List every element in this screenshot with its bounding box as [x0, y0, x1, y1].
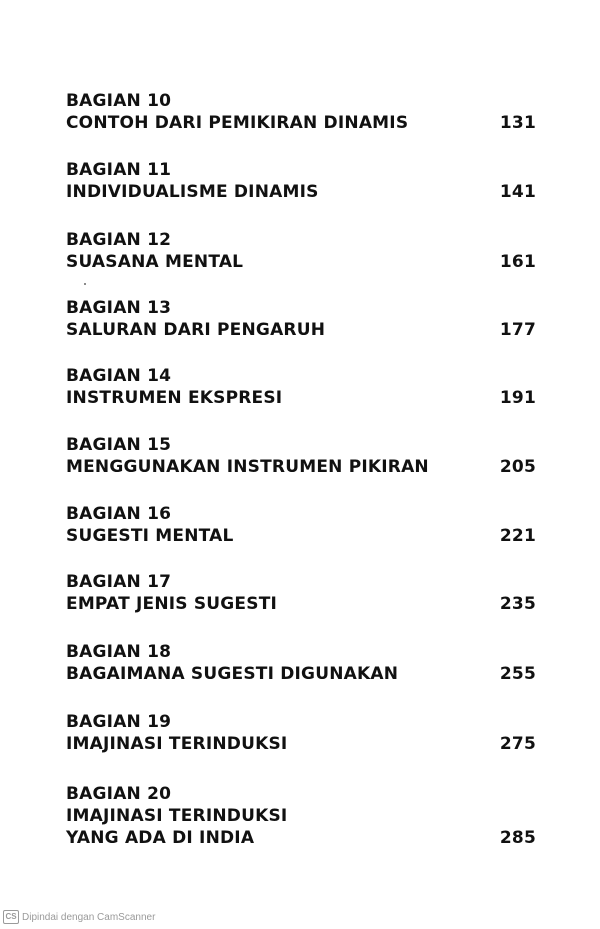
watermark-text: Dipindai dengan CamScanner [22, 911, 156, 923]
chapter-label: BAGIAN 20 [66, 784, 172, 804]
chapter-label: BAGIAN 11 [66, 160, 172, 180]
chapter-title: INDIVIDUALISME DINAMIS [66, 182, 319, 202]
chapter-title: EMPAT JENIS SUGESTI [66, 594, 278, 614]
chapter-title: SUGESTI MENTAL [66, 526, 234, 546]
toc-entry-10 [66, 90, 536, 134]
page-number: 177 [499, 320, 536, 340]
chapter-label: BAGIAN 14 [66, 366, 172, 386]
toc-entry-11 [66, 159, 536, 203]
chapter-title: MENGGUNAKAN INSTRUMEN PIKIRAN [66, 457, 429, 477]
toc-entry-14 [66, 365, 536, 409]
scanner-watermark [3, 909, 155, 925]
scan-speck [84, 283, 86, 285]
page-number: 235 [499, 594, 536, 614]
chapter-label: BAGIAN 19 [66, 712, 172, 732]
toc-entry-12 [66, 229, 536, 273]
chapter-title: CONTOH DARI PEMIKIRAN DINAMIS [66, 113, 409, 133]
page-number: 221 [499, 526, 536, 546]
chapter-label: BAGIAN 15 [66, 435, 172, 455]
chapter-label: BAGIAN 13 [66, 298, 172, 318]
chapter-title: BAGAIMANA SUGESTI DIGUNAKAN [66, 664, 399, 684]
chapter-title: SALURAN DARI PENGARUH [66, 320, 326, 340]
toc-entry-20 [66, 783, 536, 849]
chapter-label: BAGIAN 18 [66, 642, 172, 662]
chapter-label: BAGIAN 12 [66, 230, 172, 250]
page-number: 131 [499, 113, 536, 133]
camscanner-logo-icon: CS [3, 910, 19, 924]
page-number: 255 [499, 664, 536, 684]
chapter-label: BAGIAN 10 [66, 91, 172, 111]
toc-entry-17 [66, 571, 536, 615]
chapter-title: IMAJINASI TERINDUKSI [66, 734, 288, 754]
chapter-label: BAGIAN 17 [66, 572, 172, 592]
page-number: 141 [499, 182, 536, 202]
toc-entry-18 [66, 641, 536, 685]
page-number: 275 [499, 734, 536, 754]
page-number: 205 [499, 457, 536, 477]
toc-entry-13 [66, 297, 536, 341]
toc-entry-19 [66, 711, 536, 755]
chapter-title: SUASANA MENTAL [66, 252, 244, 272]
page-number: 191 [499, 388, 536, 408]
chapter-title-line-2: YANG ADA DI INDIA [66, 828, 255, 848]
page-number: 161 [499, 252, 536, 272]
toc-entry-16 [66, 503, 536, 547]
page-number: 285 [499, 828, 536, 848]
toc-entry-15 [66, 434, 536, 478]
chapter-title: INSTRUMEN EKSPRESI [66, 388, 283, 408]
chapter-title: IMAJINASI TERINDUKSI [66, 806, 288, 826]
chapter-label: BAGIAN 16 [66, 504, 172, 524]
